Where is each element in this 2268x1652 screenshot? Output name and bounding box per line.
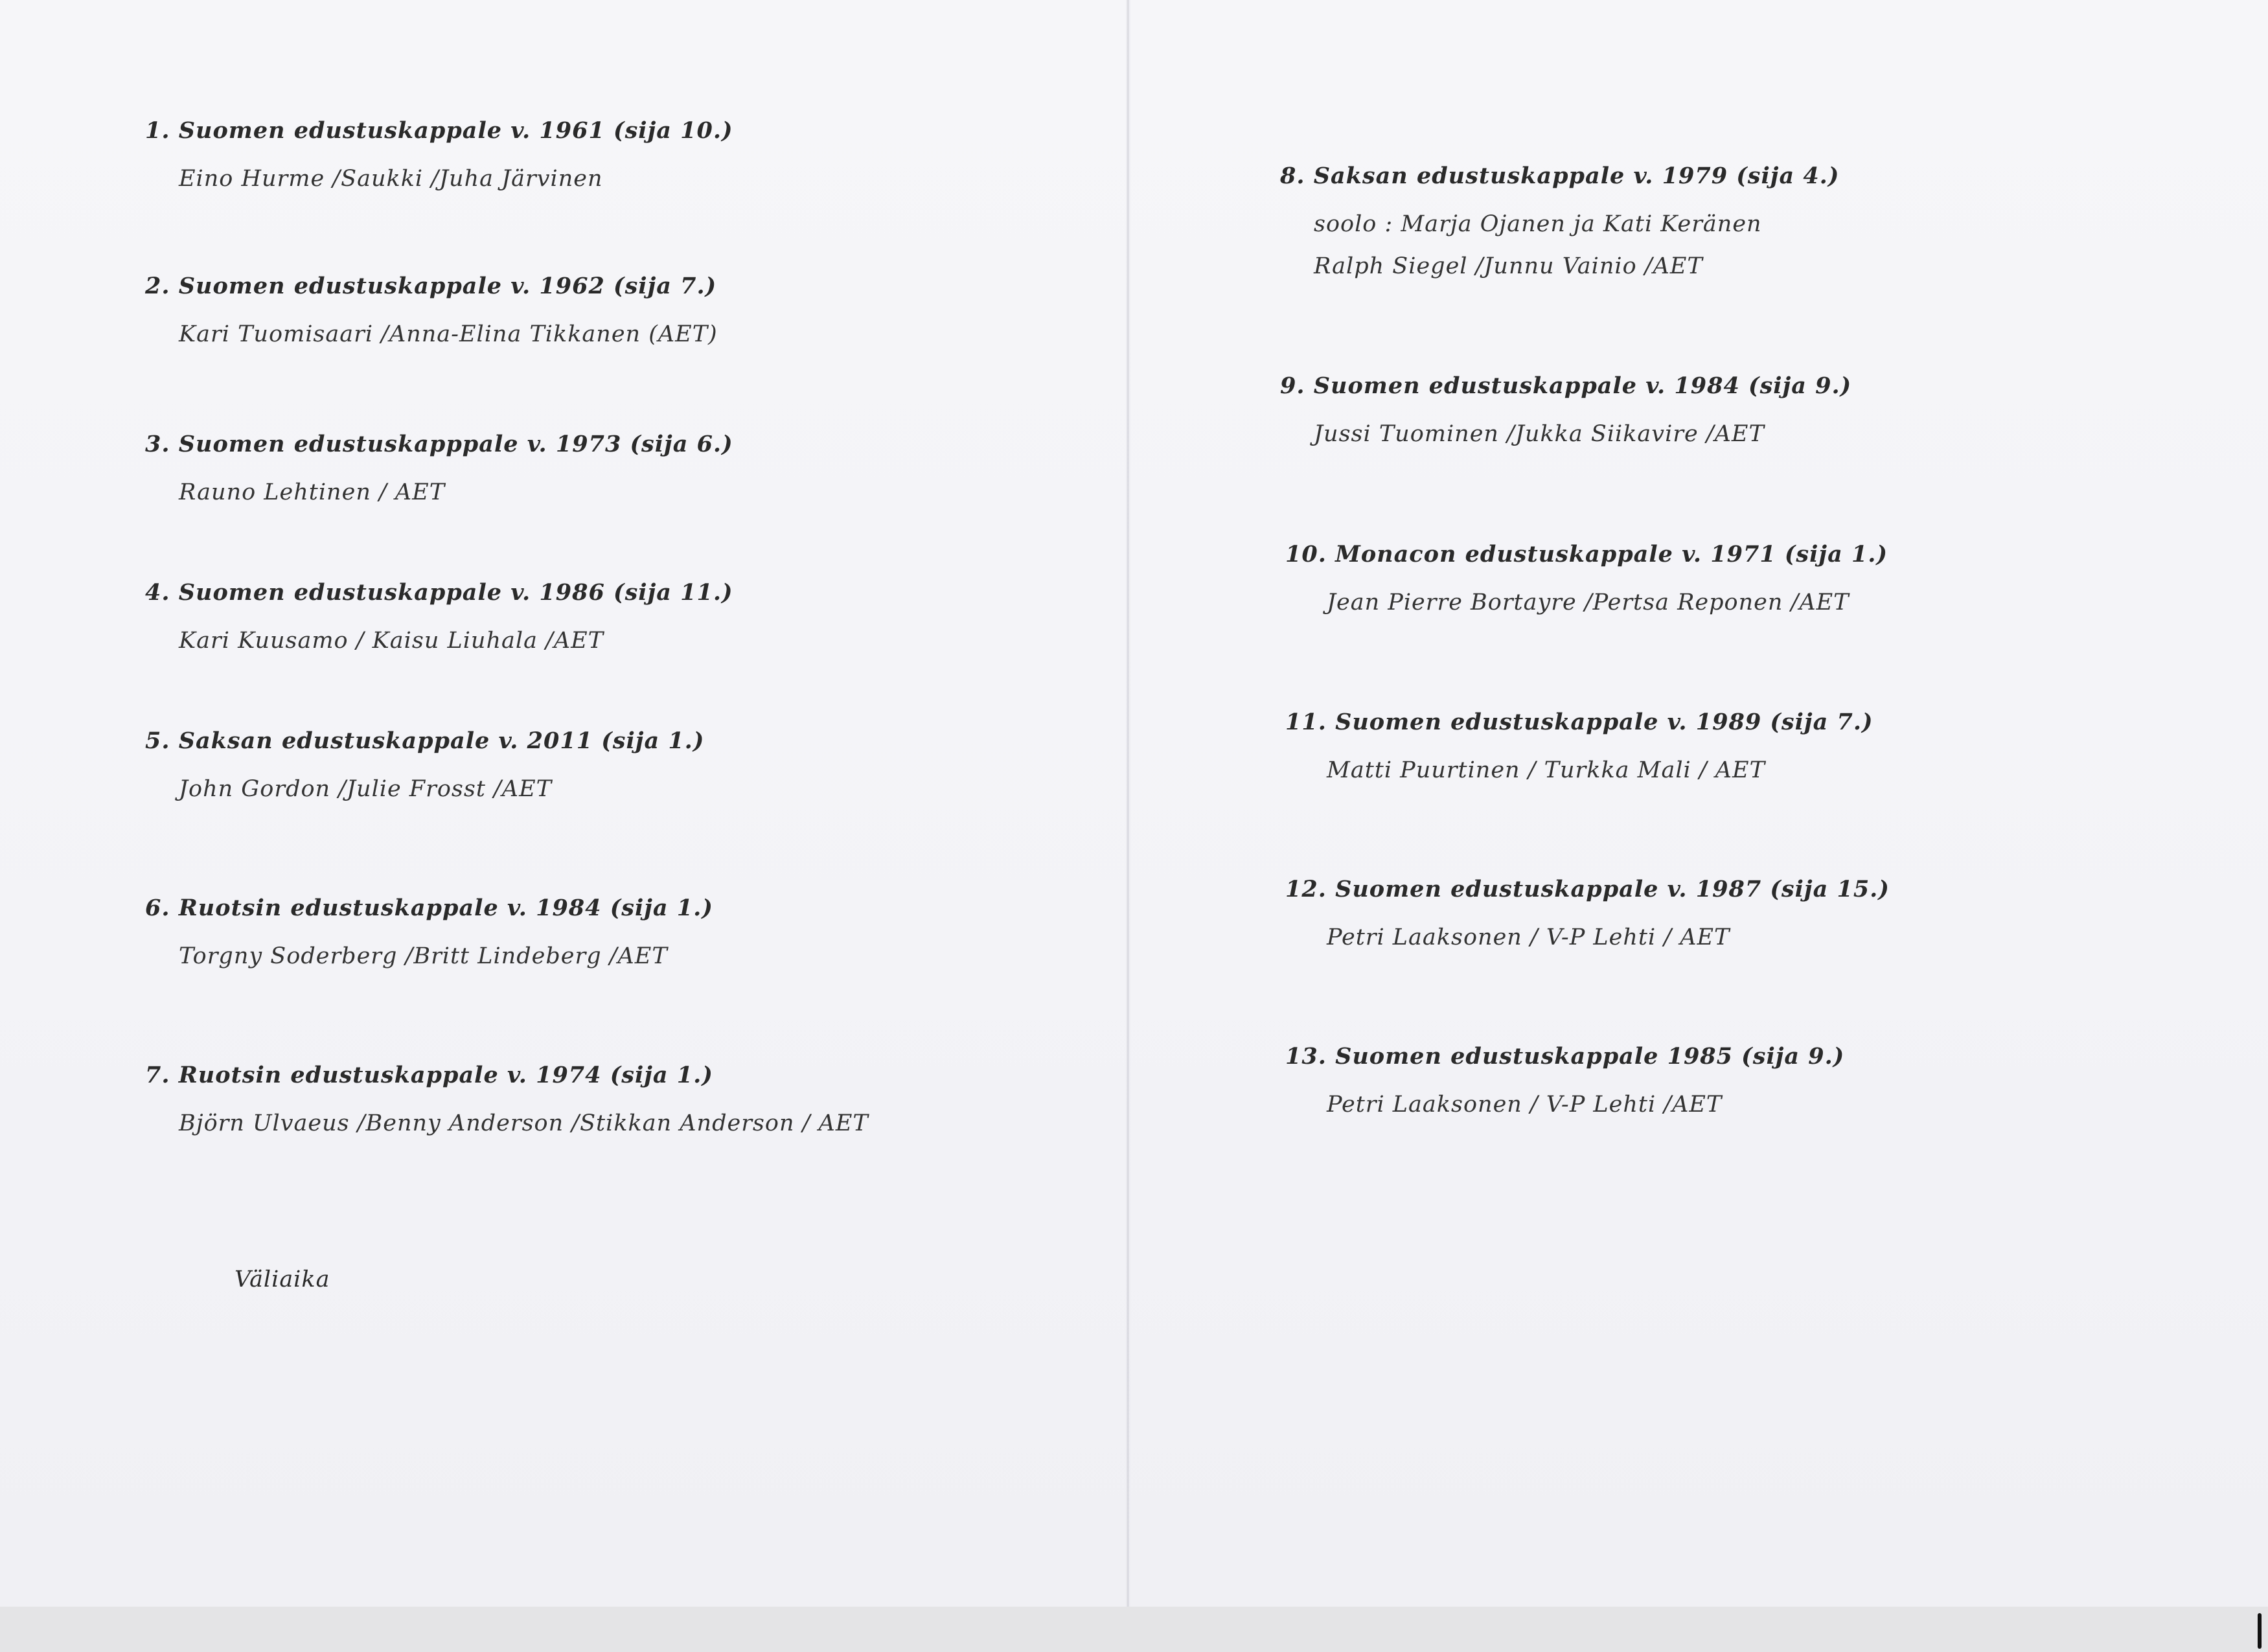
program-item-credits: Petri Laaksonen / V-P Lehti / AET [1327, 924, 1730, 950]
program-item-credits: Kari Tuomisaari /Anna-Elina Tikkanen (AET) [179, 321, 718, 347]
program-item-credits: Petri Laaksonen / V-P Lehti /AET [1327, 1092, 1723, 1118]
program-item-soloists: soolo : Marja Ojanen ja Kati Keränen [1314, 211, 1762, 237]
program-item-9 [1280, 372, 1851, 455]
program-item-credits: Rauno Lehtinen / AET [179, 479, 446, 505]
program-item-2 [145, 272, 718, 356]
program-item-credits: Matti Puurtinen / Turkka Mali / AET [1327, 757, 1765, 783]
program-item-3 [145, 430, 733, 514]
program-item-6 [145, 894, 713, 978]
program-item-credits: Ralph Siegel /Junnu Vainio /AET [1314, 253, 1703, 279]
program-item-title: 6. Ruotsin edustuskappale v. 1984 (sija 1.) [145, 895, 713, 921]
program-item-title: 5. Saksan edustuskappale v. 2011 (sija 1.) [145, 728, 705, 754]
program-item-5 [145, 727, 704, 810]
program-item-title: 9. Suomen edustuskappale v. 1984 (sija 9.) [1280, 373, 1852, 399]
program-item-12 [1285, 875, 1890, 959]
program-item-credits: Kari Kuusamo / Kaisu Liuhala /AET [179, 628, 604, 654]
scanner-bed-strip [0, 1607, 2268, 1652]
program-item-title: 11. Suomen edustuskappale v. 1989 (sija 7.) [1285, 709, 1873, 735]
scanner-edge-mark [2258, 1613, 2262, 1649]
program-item-11 [1285, 708, 1873, 792]
center-fold [1126, 0, 1131, 1607]
program-item-8 [1280, 162, 1839, 288]
program-item-13 [1285, 1042, 1844, 1126]
program-item-credits: Jussi Tuominen /Jukka Siikavire /AET [1314, 421, 1765, 447]
program-item-4 [145, 579, 733, 662]
program-item-title: 8. Saksan edustuskappale v. 1979 (sija 4.) [1280, 163, 1840, 189]
program-item-credits: Björn Ulvaeus /Benny Anderson /Stikkan Anderson / AET [179, 1110, 869, 1136]
program-item-credits: John Gordon /Julie Frosst /AET [179, 776, 552, 802]
program-item-title: 1. Suomen edustuskappale v. 1961 (sija 10.) [145, 117, 733, 144]
program-item-credits: Torgny Soderberg /Britt Lindeberg /AET [179, 943, 668, 969]
program-item-credits: Jean Pierre Bortayre /Pertsa Reponen /AET [1327, 590, 1850, 615]
intermission-label: Väliaika [235, 1267, 330, 1292]
program-item-title: 13. Suomen edustuskappale 1985 (sija 9.) [1285, 1043, 1845, 1070]
program-item-1 [145, 117, 733, 200]
program-item-10 [1285, 540, 1888, 624]
program-item-title: 3. Suomen edustuskapppale v. 1973 (sija 6.) [145, 431, 733, 457]
program-item-credits: Eino Hurme /Saukki /Juha Järvinen [179, 166, 603, 192]
program-item-title: 4. Suomen edustuskappale v. 1986 (sija 11.) [145, 579, 733, 606]
program-item-7 [145, 1061, 869, 1145]
program-item-title: 2. Suomen edustuskappale v. 1962 (sija 7.) [145, 273, 717, 299]
program-item-title: 7. Ruotsin edustuskappale v. 1974 (sija 1.) [145, 1062, 713, 1088]
program-item-title: 10. Monacon edustuskappale v. 1971 (sija 1.) [1285, 541, 1888, 568]
program-item-title: 12. Suomen edustuskappale v. 1987 (sija 15.) [1285, 876, 1890, 902]
